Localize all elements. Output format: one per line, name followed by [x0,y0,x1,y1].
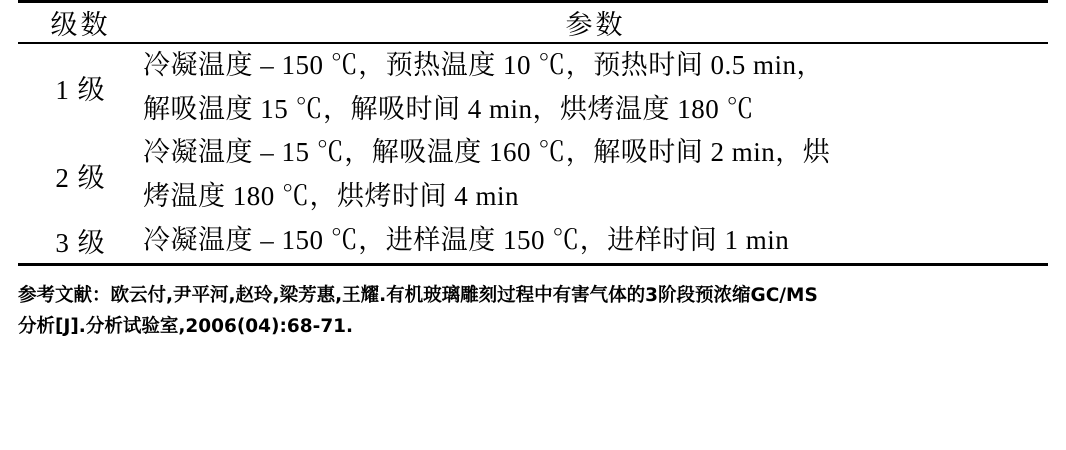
column-header-parameter: 参数 [143,2,1048,44]
table-row [18,43,1048,131]
parameter-line: 冷凝温度 – 150 ℃，预热温度 10 ℃，预热时间 0.5 min， [143,50,825,80]
reference-block [18,280,1048,344]
reference-line-1: 参考文献：欧云付,尹平河,赵玲,梁芳惠,王耀.有机玻璃雕刻过程中有害气体的3阶段预浓缩GC/MS [18,284,818,306]
parameter-line: 冷凝温度 – 15 ℃，解吸温度 160 ℃，解吸时间 2 min，烘 [143,137,831,168]
parameter-line: 解吸温度 15 ℃，解吸时间 4 min，烘烤温度 180 ℃ [143,93,755,124]
parameter-table [18,0,1048,266]
table-row [18,131,1048,218]
cell-parameter-3 [143,219,1048,264]
reference-line-2: 分析[J].分析试验室,2006(04):68-71. [18,316,354,338]
parameter-line: 烤温度 180 ℃，烘烤时间 4 min [143,181,520,212]
table-row [18,219,1048,264]
cell-level-3: 3 级 [18,219,143,264]
table-header-row [18,2,1048,44]
table-body [18,43,1048,264]
cell-level-1: 1 级 [18,43,143,131]
parameter-line: 冷凝温度 – 150 ℃，进样温度 150 ℃，进样时间 1 min [143,224,790,255]
cell-level-2: 2 级 [55,162,106,193]
cell-parameter-1 [143,43,1048,131]
cell-parameter-2 [143,131,1048,218]
table-header [18,2,1048,44]
column-header-level: 级数 [18,2,143,44]
